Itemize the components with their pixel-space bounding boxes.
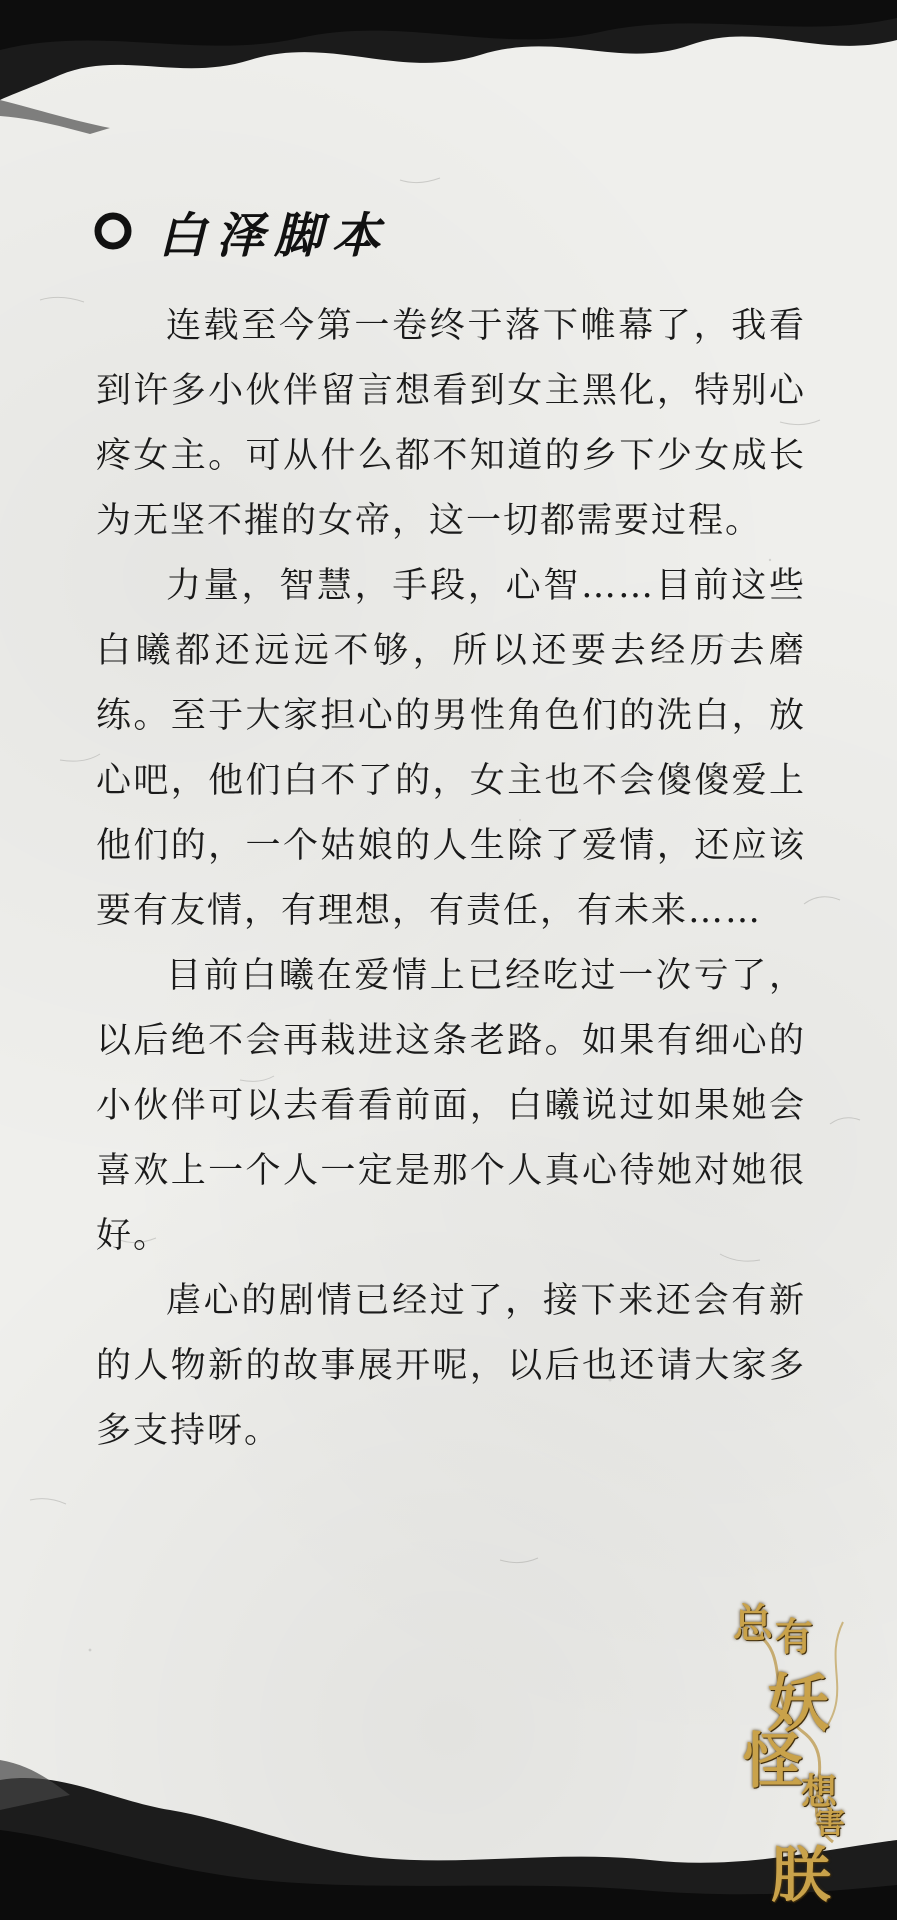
comic-title-logo: 总 有 妖 怪 想 害 朕 <box>723 1592 873 1902</box>
ink-brush-top-border <box>0 0 897 150</box>
ring-icon <box>92 210 134 252</box>
heading-title: 白泽脚本 <box>158 207 391 264</box>
paragraph: 目前白曦在爱情上已经吃过一次亏了，以后绝不会再栽进这条老路。如果有细心的小伙伴可以去看看前面，白曦说过如果她会喜欢上一个人一定是那个人真心待她对她很好。 <box>96 956 806 1256</box>
paragraph: 连载至今第一卷终于落下帷幕了，我看到许多小伙伴留言想看到女主黑化，特别心疼女主。可从什么都不知道的乡下少女成长为无坚不摧的女帝，这一切都需要过程。 <box>96 306 806 541</box>
paragraph: 力量，智慧，手段，心智……目前这些白曦都还远远不够，所以还要去经历去磨练。至于大家担心的男性角色们的洗白，放心吧，他们白不了的，女主也不会傻傻爱上他们的，一个姑娘的人生除了爱情，还应该要有友情，有理想，有责任，有未来…… <box>96 566 806 931</box>
article-body <box>96 294 806 1464</box>
section-heading <box>92 196 390 266</box>
paragraph: 虐心的剧情已经过了，接下来还会有新的人物新的故事展开呢，以后也还请大家多多支持呀。 <box>96 1281 806 1451</box>
